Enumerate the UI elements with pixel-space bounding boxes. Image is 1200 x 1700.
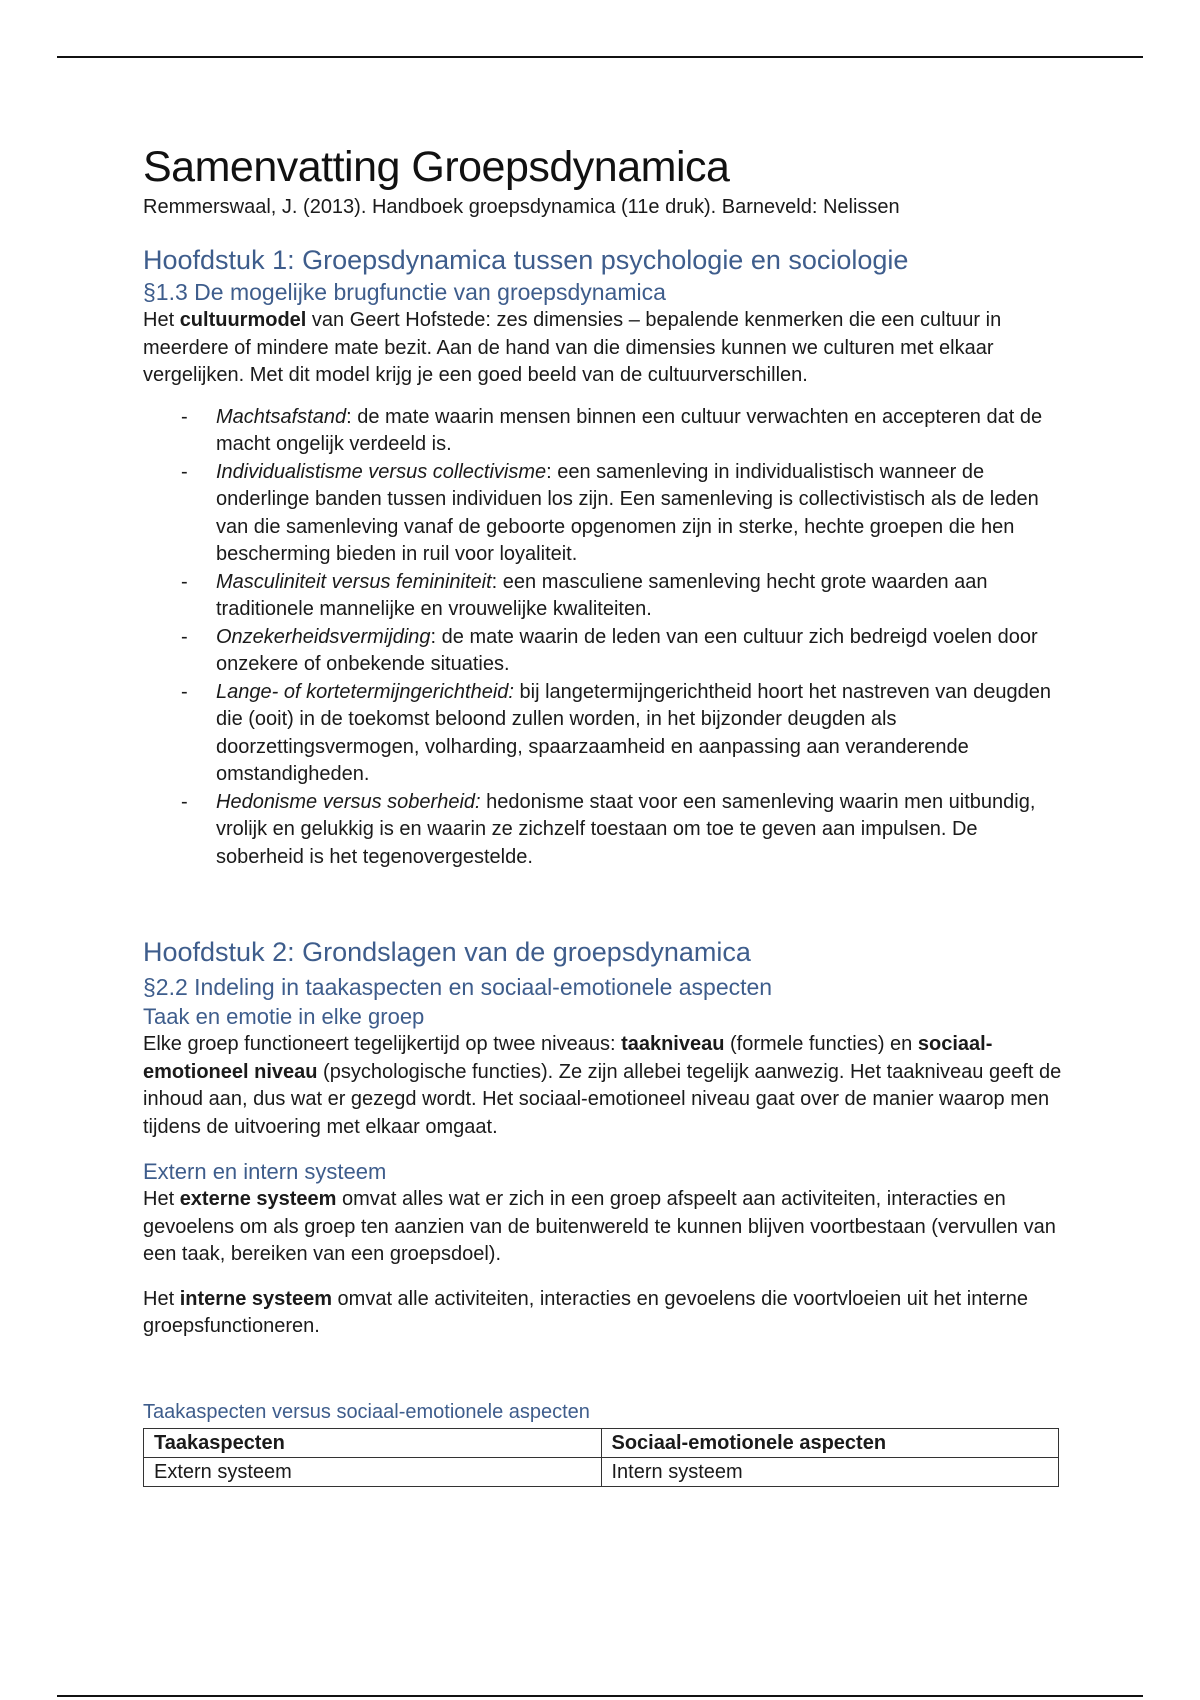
chapter-1-heading: Hoofdstuk 1: Groepsdynamica tussen psychologie en sociologie <box>143 245 909 275</box>
dimension-text: : een masculiene samenleving hecht grote waarden aan traditionele mannelijke en vrouwelijke kwaliteiten. <box>216 570 988 620</box>
taak-emotie-paragraph <box>143 1031 1063 1141</box>
list-item <box>143 789 1063 872</box>
term-taakniveau: taakniveau <box>621 1033 725 1055</box>
paragraph-text: (formele functies) en <box>724 1033 918 1055</box>
dimension-term: Lange- of kortetermijngerichtheid: <box>216 680 514 703</box>
paragraph-text: Elke groep functioneert tegelijkertijd op twee niveaus: <box>143 1033 622 1055</box>
bullet-dash: - <box>181 460 188 483</box>
intro-text-post: van Geert Hofstede: zes dimensies – bepalende kenmerken die een cultuur in meerdere of mindere mate bezit. Aan de hand van die dimensies kunnen we culturen met elkaar vergelijken. Met dit model krijg je een goed beeld van de cultuurverschillen. <box>143 309 1002 386</box>
dimension-term: Machtsafstand <box>216 405 347 428</box>
table-header-cell: Sociaal-emotionele aspecten <box>601 1428 1059 1457</box>
footer-rule <box>57 1695 1143 1697</box>
dimension-text: : een samenleving in individualistisch wanneer de onderlinge banden tussen individuen los zijn. Een samenleving is collectivistisch als de leden van die samenleving vanaf de geboorte opgenomen zijn in sterke, hechte groepen die hen bescherming bieden in ruil voor loyaliteit. <box>216 460 1039 565</box>
dimension-term: Masculiniteit versus femininiteit <box>216 570 492 593</box>
header-rule <box>57 56 1143 58</box>
table-cell: Intern systeem <box>601 1457 1059 1486</box>
list-item <box>143 459 1063 569</box>
term-sociaal-emotioneel-niveau: sociaal-emotioneel niveau <box>143 1033 993 1083</box>
section-1-3-heading: §1.3 De mogelijke brugfunctie van groepsdynamica <box>143 279 666 305</box>
table-header-row <box>144 1428 1059 1457</box>
table-cell: Extern systeem <box>144 1457 602 1486</box>
document-body <box>143 141 1063 1487</box>
bullet-dash: - <box>181 680 188 703</box>
dimension-term: Hedonisme versus soberheid: <box>216 790 481 813</box>
chapter-2-heading: Hoofdstuk 2: Grondslagen van de groepsdynamica <box>143 937 751 967</box>
aspects-table <box>143 1428 1059 1487</box>
table-header-cell: Taakaspecten <box>144 1428 602 1457</box>
document-citation: Remmerswaal, J. (2013). Handboek groepsdynamica (11e druk). Barneveld: Nelissen <box>143 196 900 218</box>
section-2-2-heading: §2.2 Indeling in taakaspecten en sociaal-emotionele aspecten <box>143 974 773 1000</box>
hofstede-dimensions-list <box>143 404 1063 872</box>
list-item <box>143 624 1063 679</box>
paragraph-text: Het <box>143 1287 180 1310</box>
table-caption: Taakaspecten versus sociaal-emotionele aspecten <box>143 1400 590 1423</box>
intro-text-pre: Het <box>143 309 180 331</box>
document-title: Samenvatting Groepsdynamica <box>143 143 730 191</box>
subsection-taak-emotie-heading: Taak en emotie in elke groep <box>143 1004 425 1029</box>
bullet-dash: - <box>181 405 188 428</box>
intro-term-cultuurmodel: cultuurmodel <box>179 309 307 331</box>
dimension-term: Individualistisme versus collectivisme <box>216 460 547 483</box>
list-item <box>143 404 1063 459</box>
paragraph-text: Het <box>143 1188 180 1210</box>
dimension-text: hedonisme staat voor een samenleving waarin men uitbundig, vrolijk en gelukkig is en waarin ze zichzelf toestaan om toe te geven aan impulsen. De soberheid is het tegenovergestelde. <box>216 790 1036 868</box>
extern-systeem-paragraph <box>143 1186 1063 1269</box>
paragraph-text: omvat alle activiteiten, interacties en gevoelens die voortvloeien uit het interne groepsfunctioneren. <box>143 1287 1028 1337</box>
list-item <box>143 569 1063 624</box>
dimension-text: : de mate waarin de leden van een cultuur zich bedreigd voelen door onzekere of onbekende situaties. <box>216 625 1038 675</box>
dimension-text: bij langetermijngerichtheid hoort het nastreven van deugden die (ooit) in de toekomst beloond zullen worden, in het bijzonder deugden als doorzettingsvermogen, volharding, spaarzaamheid en aanpassing aan veranderende omstandigheden. <box>216 680 1051 785</box>
table-row <box>144 1457 1059 1486</box>
intern-systeem-paragraph <box>143 1286 1063 1341</box>
term-interne-systeem: interne systeem <box>179 1287 332 1310</box>
bullet-dash: - <box>181 570 188 593</box>
cultuurmodel-paragraph <box>143 307 1063 390</box>
bullet-dash: - <box>181 625 188 648</box>
paragraph-text: omvat alles wat er zich in een groep afspeelt aan activiteiten, interacties en gevoelens om als groep ten aanzien van de buitenwereld te kunnen blijven voortbestaan (vervullen van een taak, bereiken van een groepsdoel). <box>143 1188 1056 1265</box>
dimension-term: Onzekerheidsvermijding <box>216 625 431 648</box>
bullet-dash: - <box>181 790 188 813</box>
term-externe-systeem: externe systeem <box>179 1188 337 1210</box>
dimension-text: : de mate waarin mensen binnen een cultuur verwachten en accepteren dat de macht ongelijk verdeeld is. <box>216 405 1043 455</box>
list-item <box>143 679 1063 789</box>
subsection-extern-intern-heading: Extern en intern systeem <box>143 1159 387 1184</box>
paragraph-text: (psychologische functies). Ze zijn allebei tegelijk aanwezig. Het taakniveau geeft de inhoud aan, dus wat er gezegd wordt. Het sociaal-emotioneel niveau gaat over de manier waarop men tijdens de uitvoering met elkaar omgaat. <box>143 1060 1062 1138</box>
